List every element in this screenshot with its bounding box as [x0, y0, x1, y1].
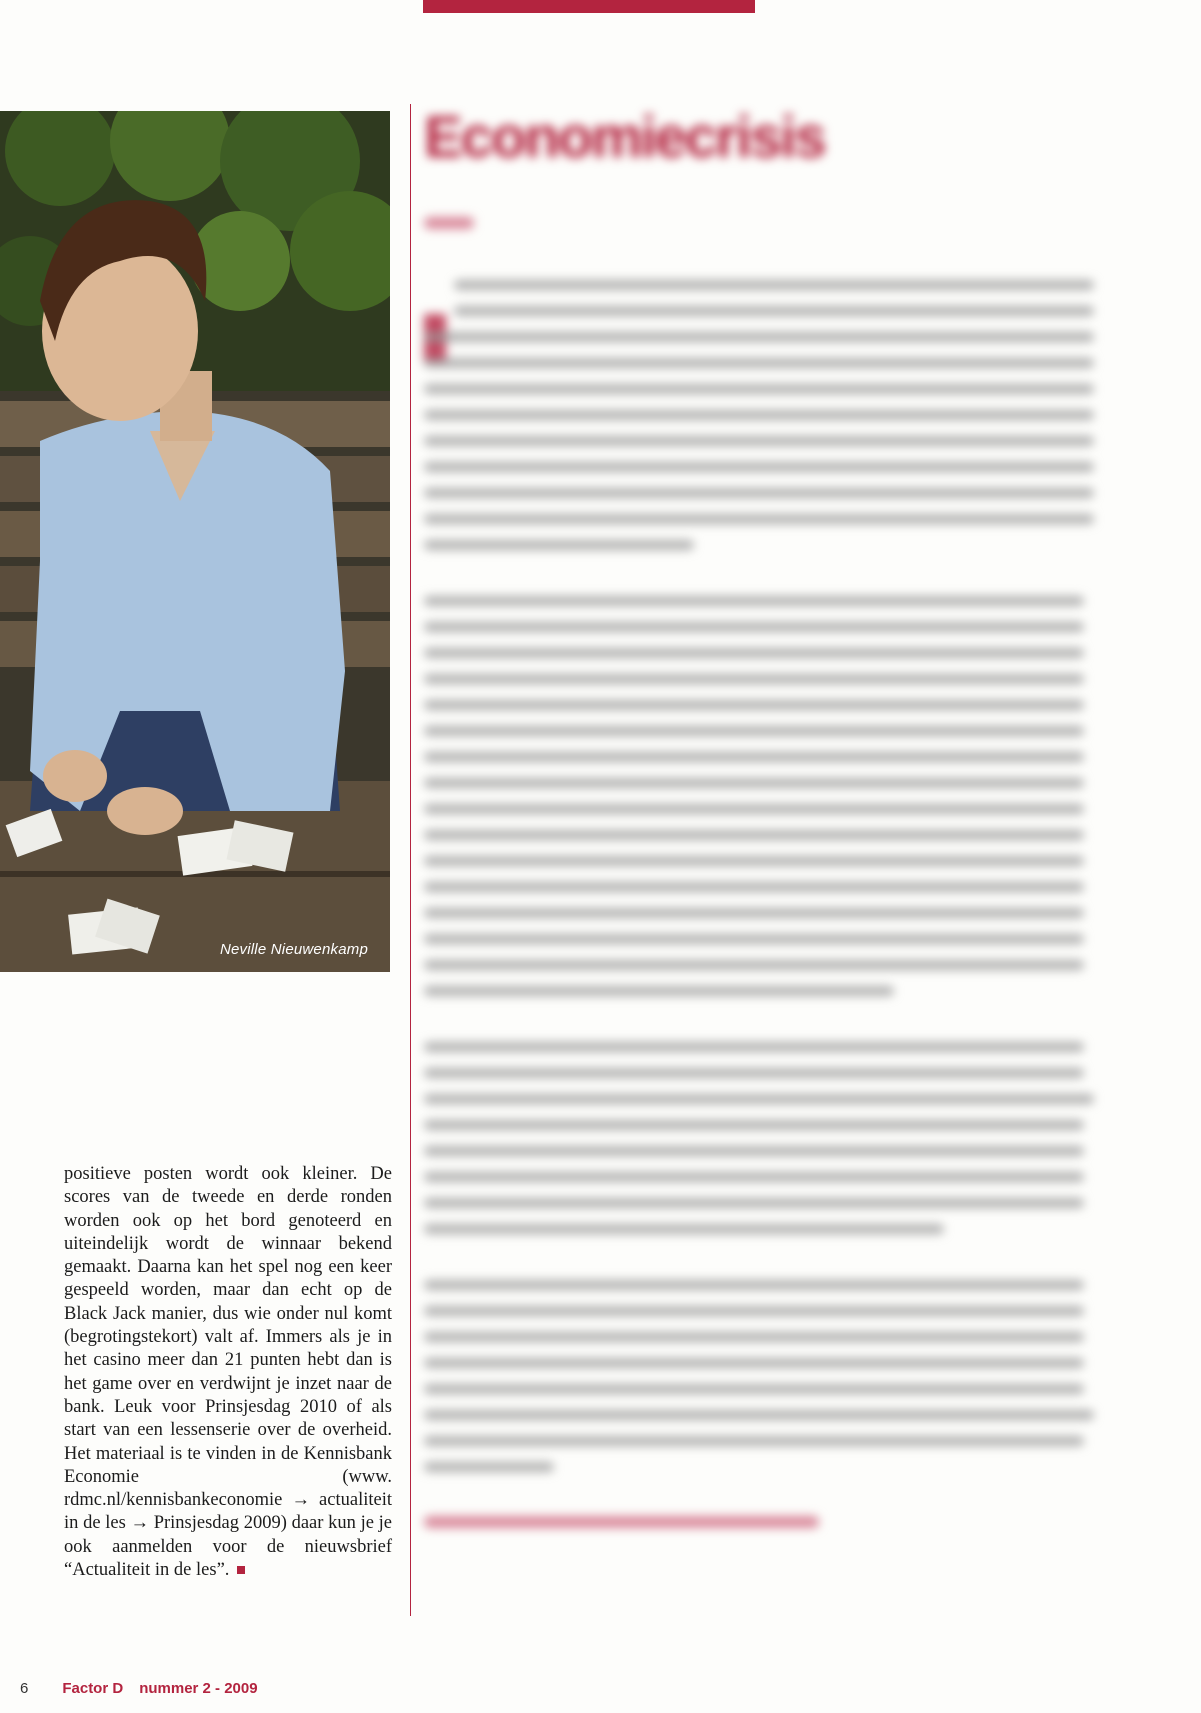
blurred-article	[424, 96, 1124, 1528]
magazine-name: Factor D	[62, 1680, 124, 1697]
article-body-text	[64, 1163, 392, 1582]
article-body-paragraph: positieve posten wordt ook kleiner. De scores van de tweede en derde ronden worden ook op het bord genoteerd en uiteindelijk wordt de winnaar bekend gemaakt. Daarna kan het spel nog een keer gespeeld worden, maar dan echt op de Black Jack manier, dus wie onder nul komt (begrotingstekort) valt af. Immers als je in het casino meer dan 21 punten hebt dan is het game over en verdwijnt je inzet naar de bank. Leuk voor Prinsjesdag 2010 of als start van een lessenserie over de overheid. Het materiaal is te vinden in de Kennisbank Economie (www. rdmc.nl/kennisbankeconomie → actualiteit in de les → Prinsjesdag 2009) daar kun je je ook aanmelden voor de nieuwsbrief “Actualiteit in de les”.	[64, 1164, 392, 1581]
blurred-paragraph-1	[424, 280, 1124, 550]
photo-illustration	[0, 111, 390, 972]
page-number: 6	[20, 1680, 29, 1697]
blurred-paragraph-4	[424, 1280, 1124, 1472]
top-accent-bar	[423, 0, 755, 13]
article-title: Economiecrisis	[424, 105, 825, 170]
page-footer	[20, 1680, 258, 1697]
student-photo	[0, 111, 390, 972]
blurred-paragraph-3	[424, 1042, 1124, 1234]
article-author	[424, 213, 1124, 234]
column-divider	[410, 104, 411, 1616]
photo-caption: Neville Nieuwenkamp	[219, 941, 368, 958]
blurred-footnote	[424, 1516, 819, 1528]
blurred-paragraph-2	[424, 596, 1124, 996]
issue-number: nummer 2 - 2009	[139, 1680, 258, 1697]
end-of-article-mark	[237, 1566, 245, 1574]
